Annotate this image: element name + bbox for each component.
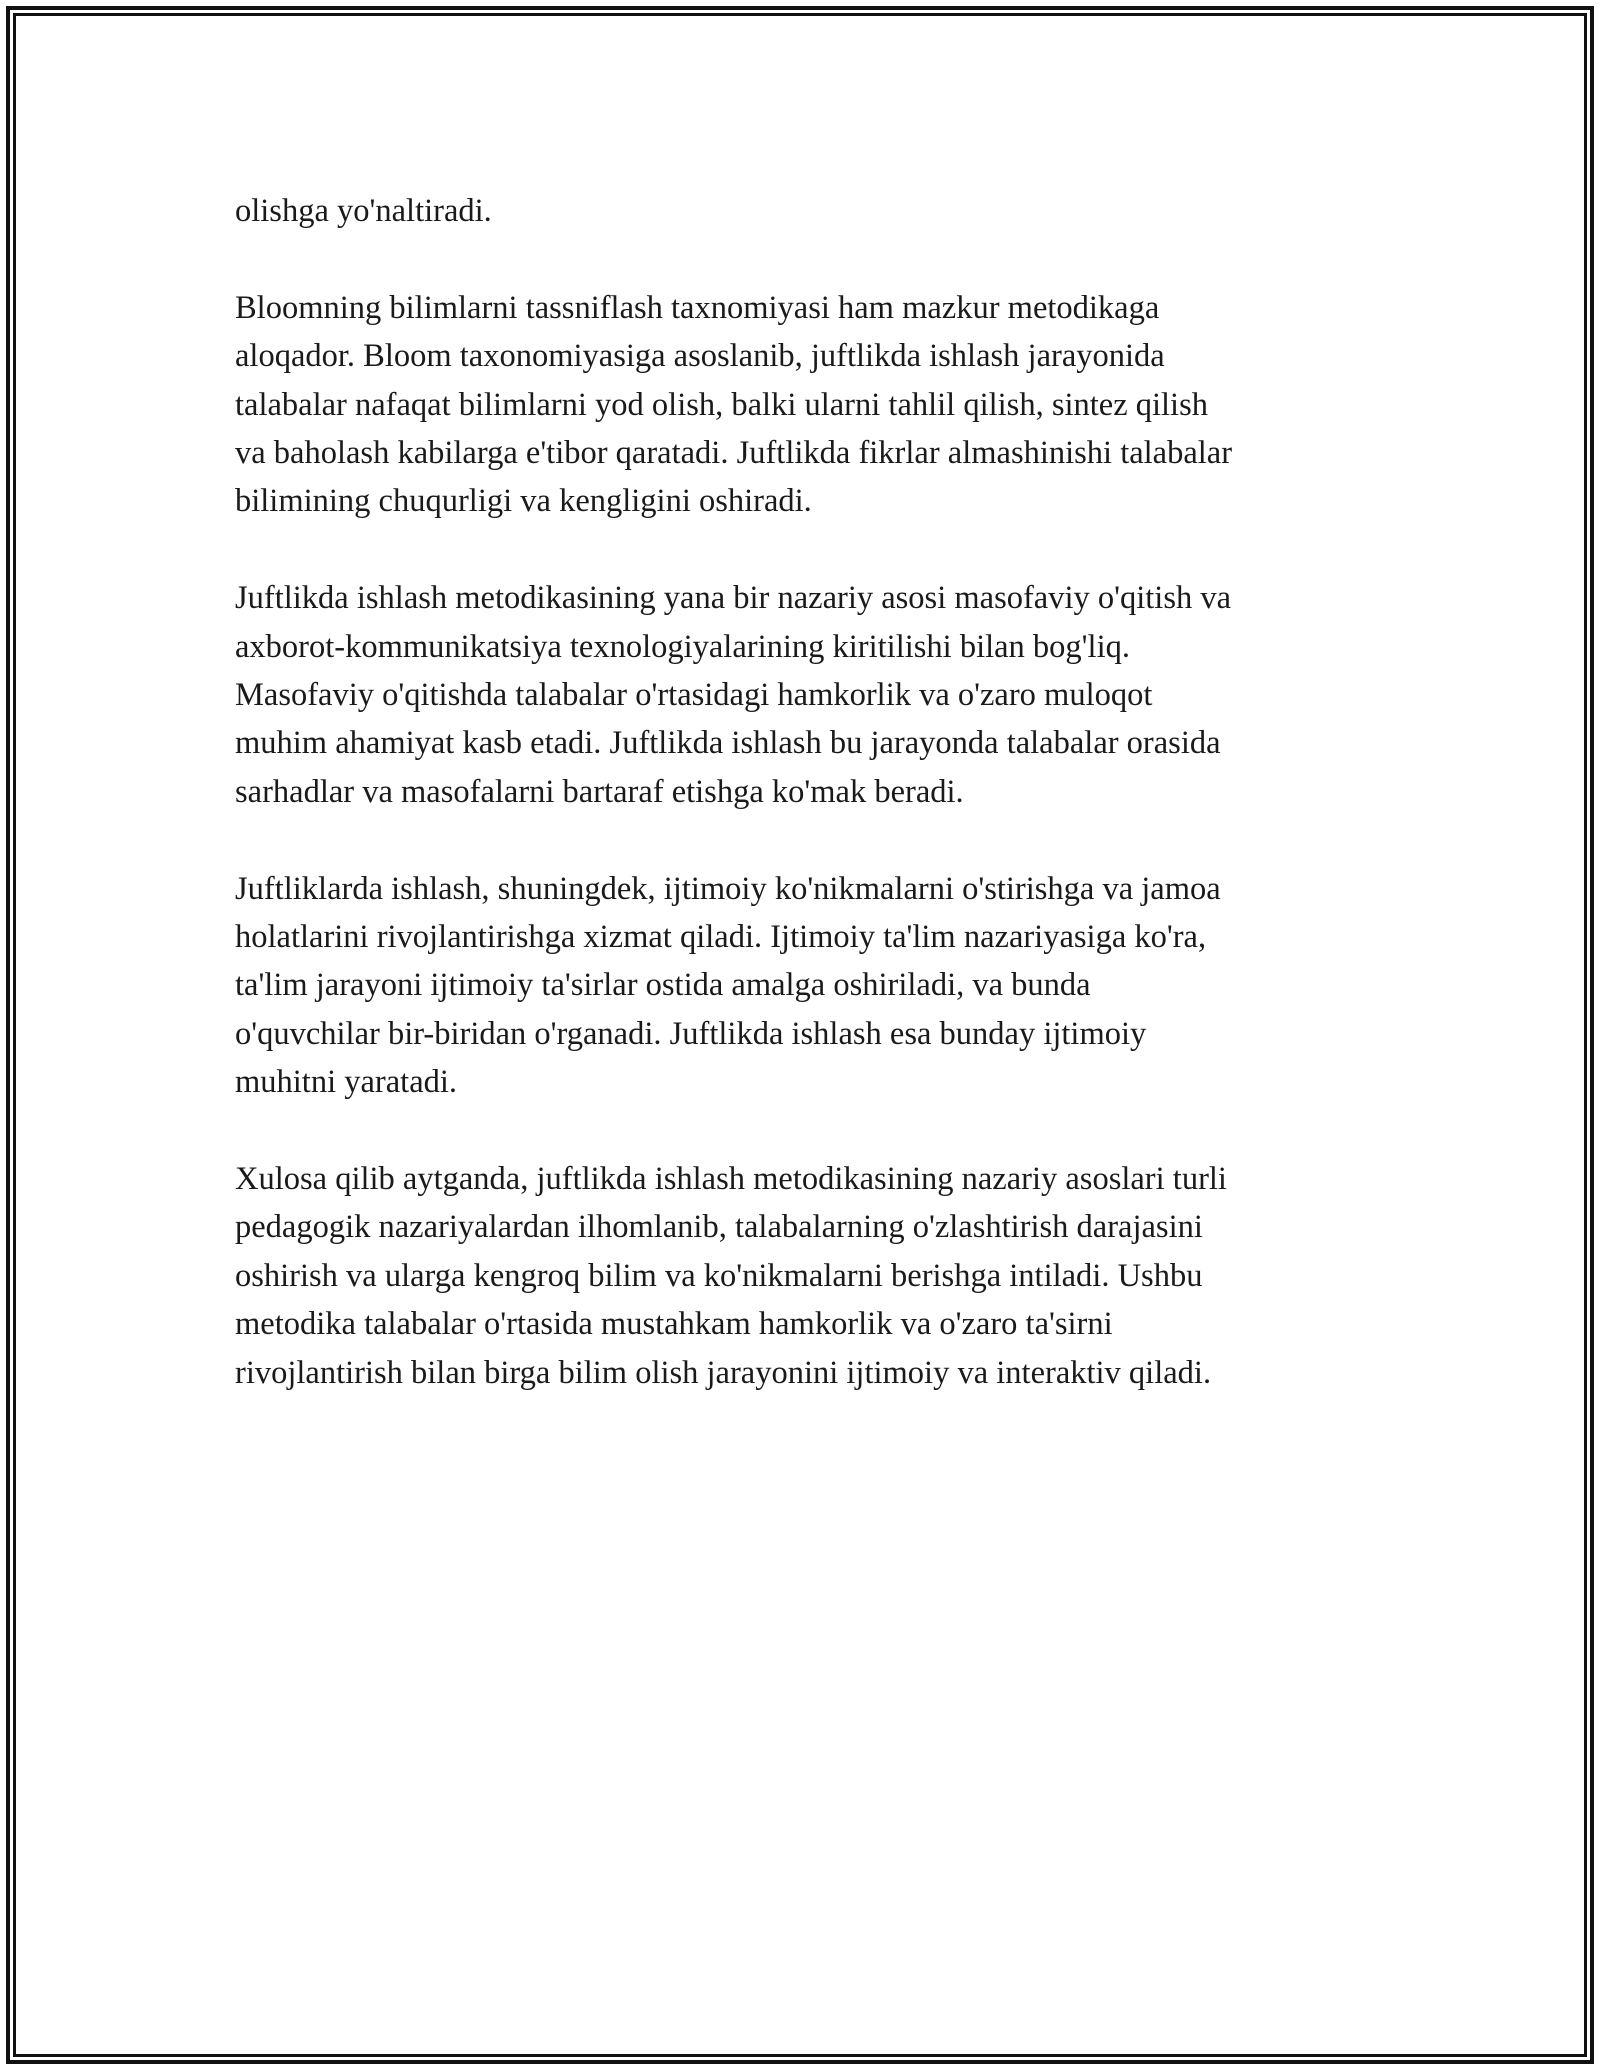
document-body	[235, 187, 1395, 1445]
paragraph-conclusion: Xulosa qilib aytganda, juftlikda ishlash metodikasining nazariy asoslari turli pedagogik nazariyalardan ilhomlanib, talabalarning o'zlashtirish darajasini oshirish va ularga kengroq bilim va ko'nikmalarni berishga intiladi. Ushbu metodika talabalar o'rtasida mustahkam hamkorlik va o'zaro ta'sirni rivojlantirish bilan birga bilim olish jarayonini ijtimoiy va interaktiv qiladi.	[235, 1161, 1227, 1391]
paragraph-social-skills: Juftliklarda ishlash, shuningdek, ijtimoiy ko'nikmalarni o'stirishga va jamoa holatlarini rivojlantirishga xizmat qiladi. Ijtimoiy ta'lim nazariyasiga ko'ra, ta'lim jarayoni ijtimoiy ta'sirlar ostida amalga oshiriladi, va bunda o'quvchilar bir-biridan o'rganadi. Juftlikda ishlash esa bunday ijtimoiy muhitni yaratadi.	[235, 870, 1221, 1101]
paragraph-bloom-taxonomy: Bloomning bilimlarni tassniflash taxnomiyasi ham mazkur metodikaga aloqador. Bloom taxonomiyasiga asoslanib, juftlikda ishlash jarayonida talabalar nafaqat bilimlarni yod olish, balki ularni tahlil qilish, sintez qilish va baholash kabilarga e'tibor qaratadi. Juftlikda fikrlar almashinishi talabalar bilimining chuqurligi va kengligini oshiradi.	[235, 289, 1233, 520]
paragraph-distance-learning: Juftlikda ishlash metodikasining yana bir nazariy asosi masofaviy o'qitish va axborot-kommunikatsiya texnologiyalarining kiritilishi bilan bog'liq. Masofaviy o'qitishda talabalar o'rtasidagi hamkorlik va o'zaro muloqot muhim ahamiyat kasb etadi. Juftlikda ishlash bu jarayonda talabalar orasida sarhadlar va masofalarni bartaraf etishga ko'mak beradi.	[235, 580, 1232, 810]
paragraph-continuation: olishga yo'naltiradi.	[235, 193, 492, 229]
